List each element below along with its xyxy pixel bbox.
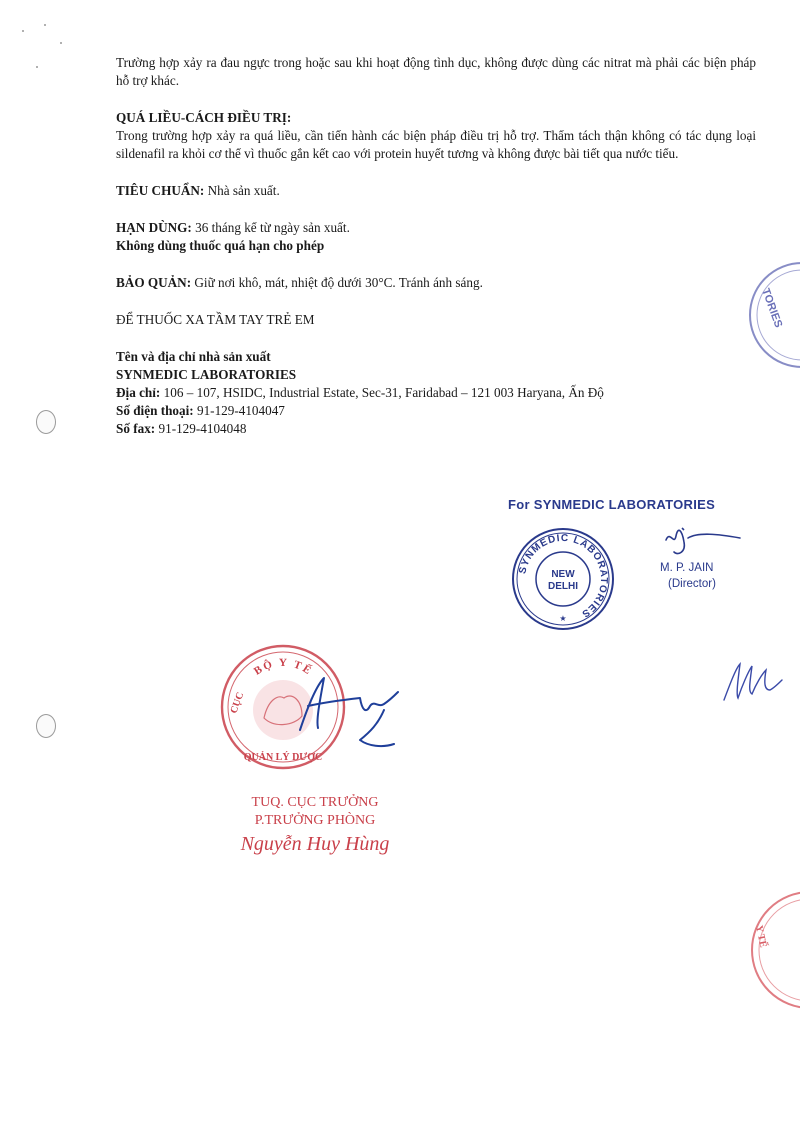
overdose-paragraph: Trong trường hợp xảy ra quá liều, cần tiến hành các biện pháp điều trị hỗ trợ. Thẩm tách thận không có tác dụng loại sildenafil ra khỏi cơ thể vì thuốc gắn kết cao với protein huyết tương và không được bài tiết qua nước tiểu. — [116, 128, 756, 161]
address-label: Địa chỉ: — [116, 385, 161, 400]
document-body — [116, 54, 756, 438]
expiry-value: 36 tháng kể từ ngày sản xuất. — [191, 220, 350, 235]
svg-text:★: ★ — [559, 614, 567, 623]
for-company-line: For SYNMEDIC LABORATORIES — [508, 497, 716, 512]
authority-stamp-caption — [200, 794, 430, 858]
manufacturer-name: SYNMEDIC LABORATORIES — [116, 367, 297, 382]
edge-stamp-text-top: TORIES — [759, 286, 785, 330]
fax-line — [116, 420, 756, 438]
manufacturer-heading: Tên và địa chỉ nhà sản xuất — [116, 349, 271, 364]
phone-line — [116, 402, 756, 420]
company-round-stamp — [511, 527, 615, 631]
authority-line2: P.TRƯỞNG PHÒNG — [254, 813, 376, 828]
company-stamp-ring-text: SYNMEDIC LABORATORIES — [517, 532, 610, 620]
expiry-warning: Không dùng thuốc quá hạn cho phép — [116, 238, 325, 253]
address-value: 106 – 107, HSIDC, Industrial Estate, Sec-31, Faridabad – 121 003 Haryana, Ấn Độ — [160, 385, 604, 400]
punch-hole — [36, 410, 56, 434]
scan-speck — [44, 24, 46, 26]
company-stamp-new: NEW — [551, 569, 575, 580]
phone-label: Số điện thoại: — [116, 403, 194, 418]
authority-ring-top: BỘ Y TẾ — [251, 656, 315, 678]
scan-speck — [36, 66, 38, 68]
edge-stamp-fragment-bottom — [740, 890, 800, 1010]
scan-speck — [22, 30, 24, 32]
authority-ring-left: CỤC — [228, 690, 247, 716]
authority-line1: TUQ. CỤC TRƯỞNG — [251, 795, 379, 810]
initial-signature — [720, 660, 786, 704]
scan-speck — [60, 42, 62, 44]
director-signature — [658, 526, 748, 560]
storage-value: Giữ nơi khô, mát, nhiệt độ dưới 30°C. Tránh ánh sáng. — [191, 275, 483, 290]
expiry-label: HẠN DÙNG: — [116, 220, 192, 235]
authority-signature — [290, 670, 410, 760]
expiry-line — [116, 219, 756, 237]
authority-signer-name: Nguyễn Huy Hùng — [240, 833, 390, 855]
storage-line — [116, 274, 756, 292]
address-line — [116, 384, 756, 402]
director-block — [660, 560, 716, 592]
overdose-heading: QUÁ LIỀU-CÁCH ĐIỀU TRỊ: — [116, 110, 292, 125]
edge-stamp-fragment-top — [740, 260, 800, 370]
fax-label: Số fax: — [116, 421, 156, 436]
storage-label: BẢO QUẢN: — [116, 275, 192, 290]
phone-value: 91-129-4104047 — [193, 403, 285, 418]
director-name: M. P. JAIN — [660, 562, 714, 574]
authority-ring-bottom: QUẢN LÝ DƯỢC — [243, 752, 323, 763]
director-title: (Director) — [668, 578, 716, 590]
company-stamp-delhi: DELHI — [548, 581, 578, 592]
fax-value: 91-129-4104048 — [155, 421, 247, 436]
punch-hole — [36, 714, 56, 738]
children-warning: ĐỂ THUỐC XA TẦM TAY TRẺ EM — [116, 312, 315, 327]
standard-label: TIÊU CHUẨN: — [116, 183, 205, 198]
chest-pain-paragraph: Trường hợp xảy ra đau ngực trong hoặc sau khi hoạt động tình dục, không được dùng các nitrat mà phải các biện pháp hỗ trợ khác. — [116, 55, 756, 88]
standard-line — [116, 182, 756, 200]
edge-stamp-text-bottom: Y TẾ — [753, 924, 769, 949]
standard-value: Nhà sản xuất. — [204, 183, 280, 198]
